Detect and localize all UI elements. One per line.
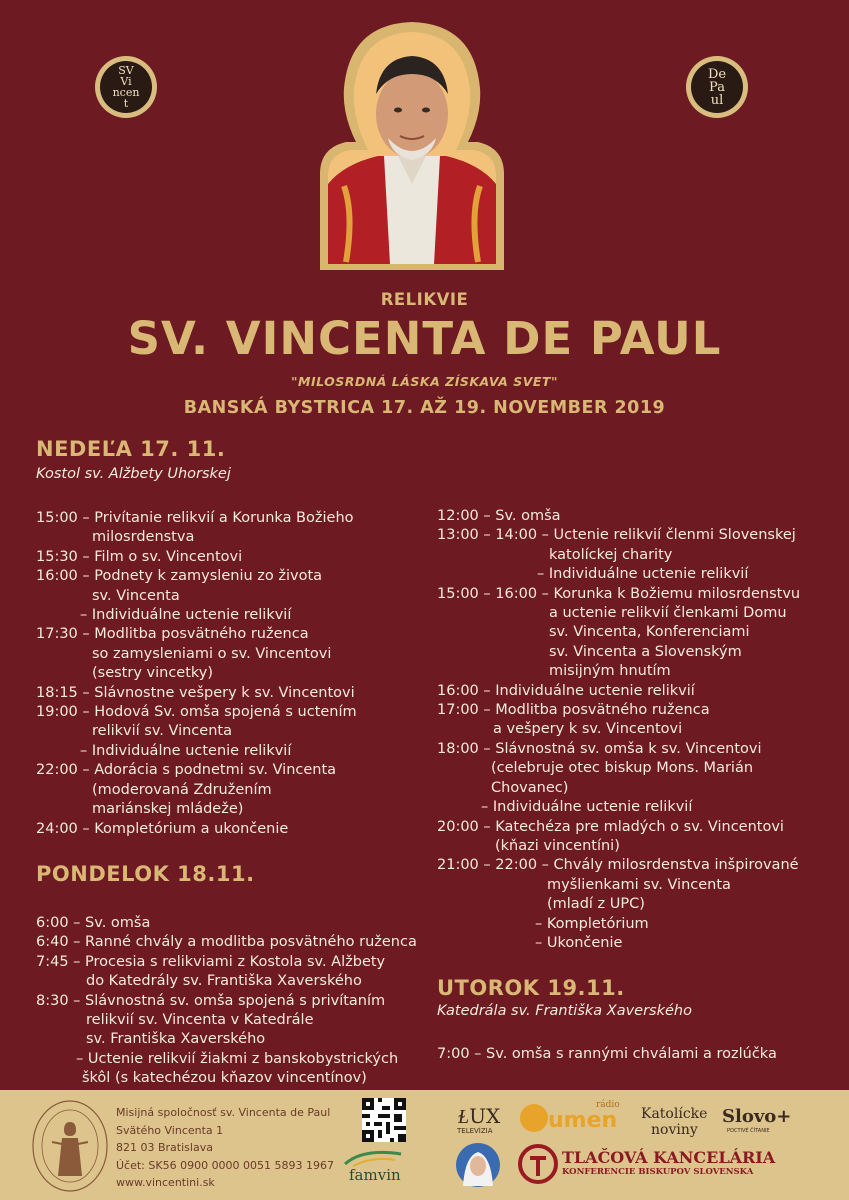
famvin-swoosh-icon	[343, 1148, 403, 1168]
schedule-monday-left	[36, 914, 417, 1089]
badge-right-line: De	[707, 66, 727, 82]
motto: "MILOSRDNÁ LÁSKA ZÍSKAVA SVET"	[291, 374, 558, 389]
schedule-line: 24:00 – Kompletórium a ukončenie	[36, 820, 289, 837]
schedule-line: so zamysleniami o sv. Vincentovi	[92, 645, 332, 662]
schedule-line: 18:15 – Slávnostne vešpery k sv. Vincentovi	[36, 684, 355, 701]
schedule-line: 12:00 – Sv. omša	[437, 508, 561, 524]
place-tuesday: Katedrála sv. Františka Xaverského	[437, 1003, 692, 1019]
schedule-line: – Uctenie relikvií žiakmi z banskobystrických	[76, 1050, 399, 1067]
schedule-line: 20:00 – Katechéza pre mladých o sv. Vincentovi	[437, 818, 784, 835]
schedule-line: 15:00 – 16:00 – Korunka k Božiemu milosrdenstvu	[437, 585, 801, 602]
kn-line: Katolícke	[641, 1106, 708, 1122]
schedule-line: (celebruje otec biskup Mons. Marián	[491, 760, 754, 777]
radio-label: rádio	[596, 1100, 620, 1110]
schedule-line: sv. Františka Xaverského	[86, 1031, 266, 1048]
schedule-line: – Individuálne uctenie relikvií	[80, 742, 292, 759]
schedule-line: škôl (s katechézou kňazov vincentínov)	[82, 1070, 367, 1087]
badge-left-line: SV	[118, 64, 134, 77]
badge-de-paul-text	[691, 61, 743, 113]
schedule-line: (kňazi vincentíni)	[495, 837, 620, 854]
schedule-monday-right	[437, 507, 800, 953]
schedule-line: relikvií sv. Vincenta v Katedrále	[86, 1012, 314, 1029]
lumen-logo: umen	[548, 1108, 618, 1133]
saint-portrait-icon	[314, 14, 510, 276]
schedule-line: 17:30 – Modlitba posvätného ruženca	[36, 626, 309, 643]
badge-right-line: ul	[710, 92, 724, 108]
badge-sv-vincent-text	[100, 61, 152, 113]
address-line: 821 03 Bratislava	[116, 1141, 213, 1154]
schedule-line: a vešpery k sv. Vincentovi	[493, 721, 683, 738]
schedule-line: misijným hnutím	[549, 663, 671, 680]
website-link[interactable]: www.vincentini.sk	[116, 1176, 215, 1189]
badge-right-line: Pa	[709, 79, 725, 95]
day-heading-tuesday: UTOROK 19.11.	[437, 976, 625, 1000]
tk-kbs-title: TLAČOVÁ KANCELÁRIA	[562, 1148, 776, 1167]
schedule-line: 16:00 – Individuálne uctenie relikvií	[437, 682, 695, 699]
slovo-logo: Slovo+	[722, 1106, 792, 1127]
badge-left-line: ncen	[112, 86, 140, 99]
katolicke-noviny-logo	[641, 1106, 707, 1138]
schedule-line: – Individuálne uctenie relikvií	[481, 799, 693, 816]
schedule-line: (mladí z UPC)	[547, 896, 645, 913]
schedule-line: – Kompletórium	[535, 915, 649, 932]
address-line: Svätého Vincenta 1	[116, 1123, 224, 1137]
schedule-line: 19:00 – Hodová Sv. omša spojená s uctením	[36, 704, 357, 721]
schedule-line: 6:00 – Sv. omša	[36, 915, 151, 931]
day-heading-sunday: NEDEĽA 17. 11.	[36, 437, 226, 461]
schedule-line: 22:00 – Adorácia s podnetmi sv. Vincenta	[36, 762, 337, 779]
schedule-line: 8:30 – Slávnostná sv. omša spojená s privítaním	[36, 992, 386, 1009]
badge-sv-vincent	[95, 56, 157, 118]
schedule-line: katolíckej charity	[549, 546, 673, 563]
day-heading-monday: PONDELOK 18.11.	[36, 862, 255, 886]
badge-left-line: t	[123, 97, 129, 110]
schedule-line: – Ukončenie	[535, 934, 623, 951]
footer	[0, 1090, 849, 1200]
schedule-line: (moderovaná Združením	[92, 781, 272, 798]
page-title: SV. VINCENTA DE PAUL	[127, 312, 722, 365]
badge-left-line: Vi	[120, 75, 132, 88]
schedule-line: – Individuálne uctenie relikvií	[537, 566, 749, 583]
schedule-line: milosrdenstva	[92, 529, 195, 546]
address-line: Misijná spoločnosť sv. Vincenta de Paul	[116, 1106, 331, 1119]
schedule-line: 18:00 – Slávnostná sv. omša k sv. Vincentovi	[437, 740, 762, 757]
kn-line: noviny	[651, 1122, 698, 1138]
schedule-line: 6:40 – Ranné chvály a modlitba posvätného ruženca	[36, 934, 417, 951]
schedule-line: myšlienkami sv. Vincenta	[547, 876, 731, 893]
badge-de-paul	[686, 56, 748, 118]
lux-sub: TELEVÍZIA	[457, 1127, 493, 1135]
footer-address	[116, 1104, 334, 1192]
lux-logo-text: UX	[469, 1104, 501, 1128]
kicker: RELIKVIE	[380, 290, 469, 309]
schedule-line: 15:30 – Film o sv. Vincentovi	[36, 548, 243, 565]
schedule-line: (sestry vincetky)	[92, 665, 214, 682]
schedule-line: relikvií sv. Vincenta	[92, 723, 232, 740]
schedule-line: Chovanec)	[491, 779, 569, 796]
schedule-line: do Katedrály sv. Františka Xaverského	[86, 973, 362, 990]
tk-kbs-sub: KONFERENCIE BISKUPOV SLOVENSKA	[562, 1167, 754, 1177]
schedule-line: 21:00 – 22:00 – Chvály milosrdenstva inšpirované	[437, 857, 799, 874]
event-dates: BANSKÁ BYSTRICA 17. AŽ 19. NOVEMBER 2019	[183, 398, 666, 418]
schedule-line: 17:00 – Modlitba posvätného ruženca	[437, 702, 710, 719]
lux-logo: ⱢUX	[458, 1104, 501, 1128]
schedule-line: 7:00 – Sv. omša s rannými chválami a rozlúčka	[437, 1046, 777, 1062]
schedule-line: 15:00 – Privítanie relikvií a Korunka Božieho	[36, 510, 354, 526]
famvin-logo: famvin	[349, 1166, 401, 1184]
slovo-sub: POCTIVÉ ČÍTANIE	[727, 1128, 770, 1134]
schedule-line: a uctenie relikvií členkami Domu	[549, 605, 787, 622]
schedule-line: 16:00 – Podnety k zamysleniu zo života	[36, 568, 323, 585]
schedule-line: sv. Vincenta a Slovenským	[549, 643, 742, 660]
madonna-image-icon	[455, 1142, 501, 1188]
schedule-line: sv. Vincenta	[92, 587, 180, 604]
schedule-line: 7:45 – Procesia s relikviami z Kostola sv. Alžbety	[36, 953, 386, 970]
schedule-line: – Individuálne uctenie relikvií	[80, 607, 292, 624]
schedule-line: mariánskej mládeže)	[92, 801, 244, 818]
lumen-sun-icon	[520, 1104, 548, 1132]
tk-kbs-emblem-icon	[518, 1144, 558, 1184]
stamp-text	[0, 1090, 1, 1091]
schedule-sunday	[36, 509, 357, 839]
mission-stamp-icon	[30, 1098, 110, 1194]
schedule-line: 13:00 – 14:00 – Uctenie relikvií členmi Slovenskej	[437, 527, 796, 544]
schedule-line: sv. Vincenta, Konferenciami	[549, 624, 750, 641]
address-line: Účet: SK56 0900 0000 0051 5893 1967	[116, 1158, 335, 1172]
place-sunday: Kostol sv. Alžbety Uhorskej	[36, 466, 231, 482]
qr-code-icon	[362, 1098, 406, 1142]
